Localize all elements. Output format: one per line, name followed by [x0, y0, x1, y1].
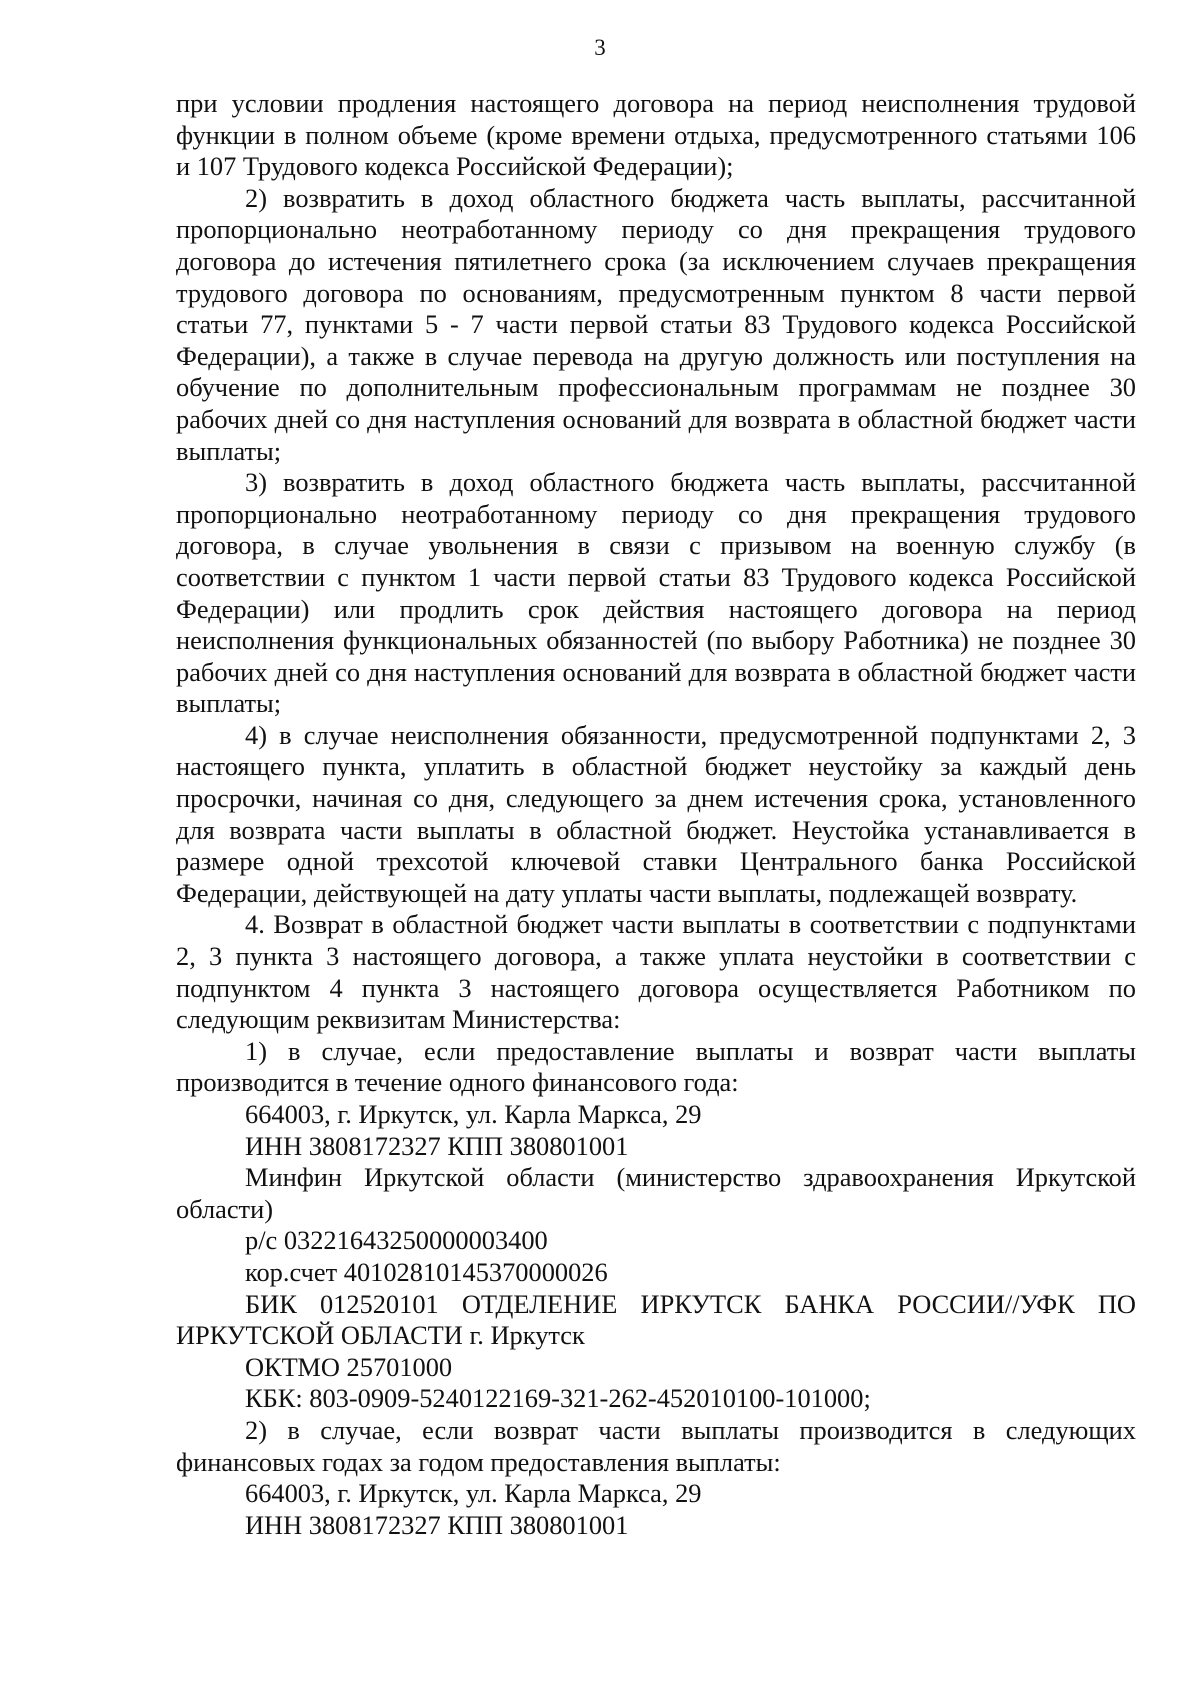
- paragraph-clause-4: 4. Возврат в областной бюджет части выплаты в соответствии с подпунктами 2, 3 пункта 3 настоящего договора, а также уплата неустойки в соответствии с подпунктом 4 пункта 3 настоящего договора осуществляется Работником по следующим реквизитам Министерства:: [176, 909, 1136, 1035]
- paragraph-item-4: 4) в случае неисполнения обязанности, предусмотренной подпунктами 2, 3 настоящего пункта, уплатить в областной бюджет неустойку за каждый день просрочки, начиная со дня, следующего за днем истечения срока, установленного для возврата части выплаты в областной бюджет. Неустойка устанавливается в размере одной трехсотой ключевой ставки Центрального банка Российской Федерации, действующей на дату уплаты части выплаты, подлежащей возврату.: [176, 719, 1136, 908]
- correspondent-account: кор.счет 40102810145370000026: [245, 1256, 608, 1287]
- address-line-2: 664003, г. Иркутск, ул. Карла Маркса, 29: [245, 1478, 702, 1509]
- paragraph-subitem-2: 2) в случае, если возврат части выплаты производится в следующих финансовых годах за годом предоставления выплаты:: [176, 1414, 1136, 1477]
- recipient-name: Минфин Иркутской области (министерство здравоохранения Иркутской области): [176, 1162, 1136, 1224]
- paragraph-item-2: 2) возвратить в доход областного бюджета часть выплаты, рассчитанной пропорционально неотработанному периоду со дня прекращения трудового договора до истечения пятилетнего срока (за исключением случаев прекращения трудового договора по основаниям, предусмотренным пунктом 8 части первой статьи 77, пунктами 5 - 7 части первой статьи 83 Трудового кодекса Российской Федерации), а также в случае перевода на другую должность или поступления на обучение по дополнительным профессиональным программам не позднее 30 рабочих дней со дня наступления оснований для возврата в областной бюджет части выплаты;: [176, 182, 1136, 466]
- inn-kpp-line-2: ИНН 3808172327 КПП 380801001: [245, 1509, 629, 1540]
- document-body: [176, 88, 1136, 1541]
- bank-details: БИК 012520101 ОТДЕЛЕНИЕ ИРКУТСК БАНКА РОССИИ//УФК ПО ИРКУТСКОЙ ОБЛАСТИ г. Иркутск: [176, 1288, 1136, 1351]
- oktmo-line: ОКТМО 25701000: [245, 1351, 453, 1382]
- page-number: 3: [594, 35, 606, 60]
- paragraph-item-3: 3) возвратить в доход областного бюджета часть выплаты, рассчитанной пропорционально неотработанному периоду со дня прекращения трудового договора, в случае увольнения в связи с призывом на военную службу (в соответствии с пунктом 1 части первой статьи 83 Трудового кодекса Российской Федерации) или продлить срок действия настоящего договора на период неисполнения функциональных обязанностей (по выбору Работника) не позднее 30 рабочих дней со дня наступления оснований для возврата в областной бюджет части выплаты;: [176, 467, 1136, 719]
- account-number: р/с 03221643250000003400: [245, 1225, 548, 1256]
- inn-kpp-line: ИНН 3808172327 КПП 380801001: [245, 1130, 629, 1161]
- paragraph-subitem-1: 1) в случае, если предоставление выплаты и возврат части выплаты производится в течение одного финансового года:: [176, 1035, 1136, 1098]
- kbk-line: КБК: 803-0909-5240122169-321-262-452010100-101000;: [245, 1383, 871, 1414]
- address-line: 664003, г. Иркутск, ул. Карла Маркса, 29: [245, 1099, 702, 1129]
- paragraph-continuation: при условии продления настоящего договора на период неисполнения трудовой функции в полном объеме (кроме времени отдыха, предусмотренного статьями 106 и 107 Трудового кодекса Российской Федерации);: [176, 88, 1136, 182]
